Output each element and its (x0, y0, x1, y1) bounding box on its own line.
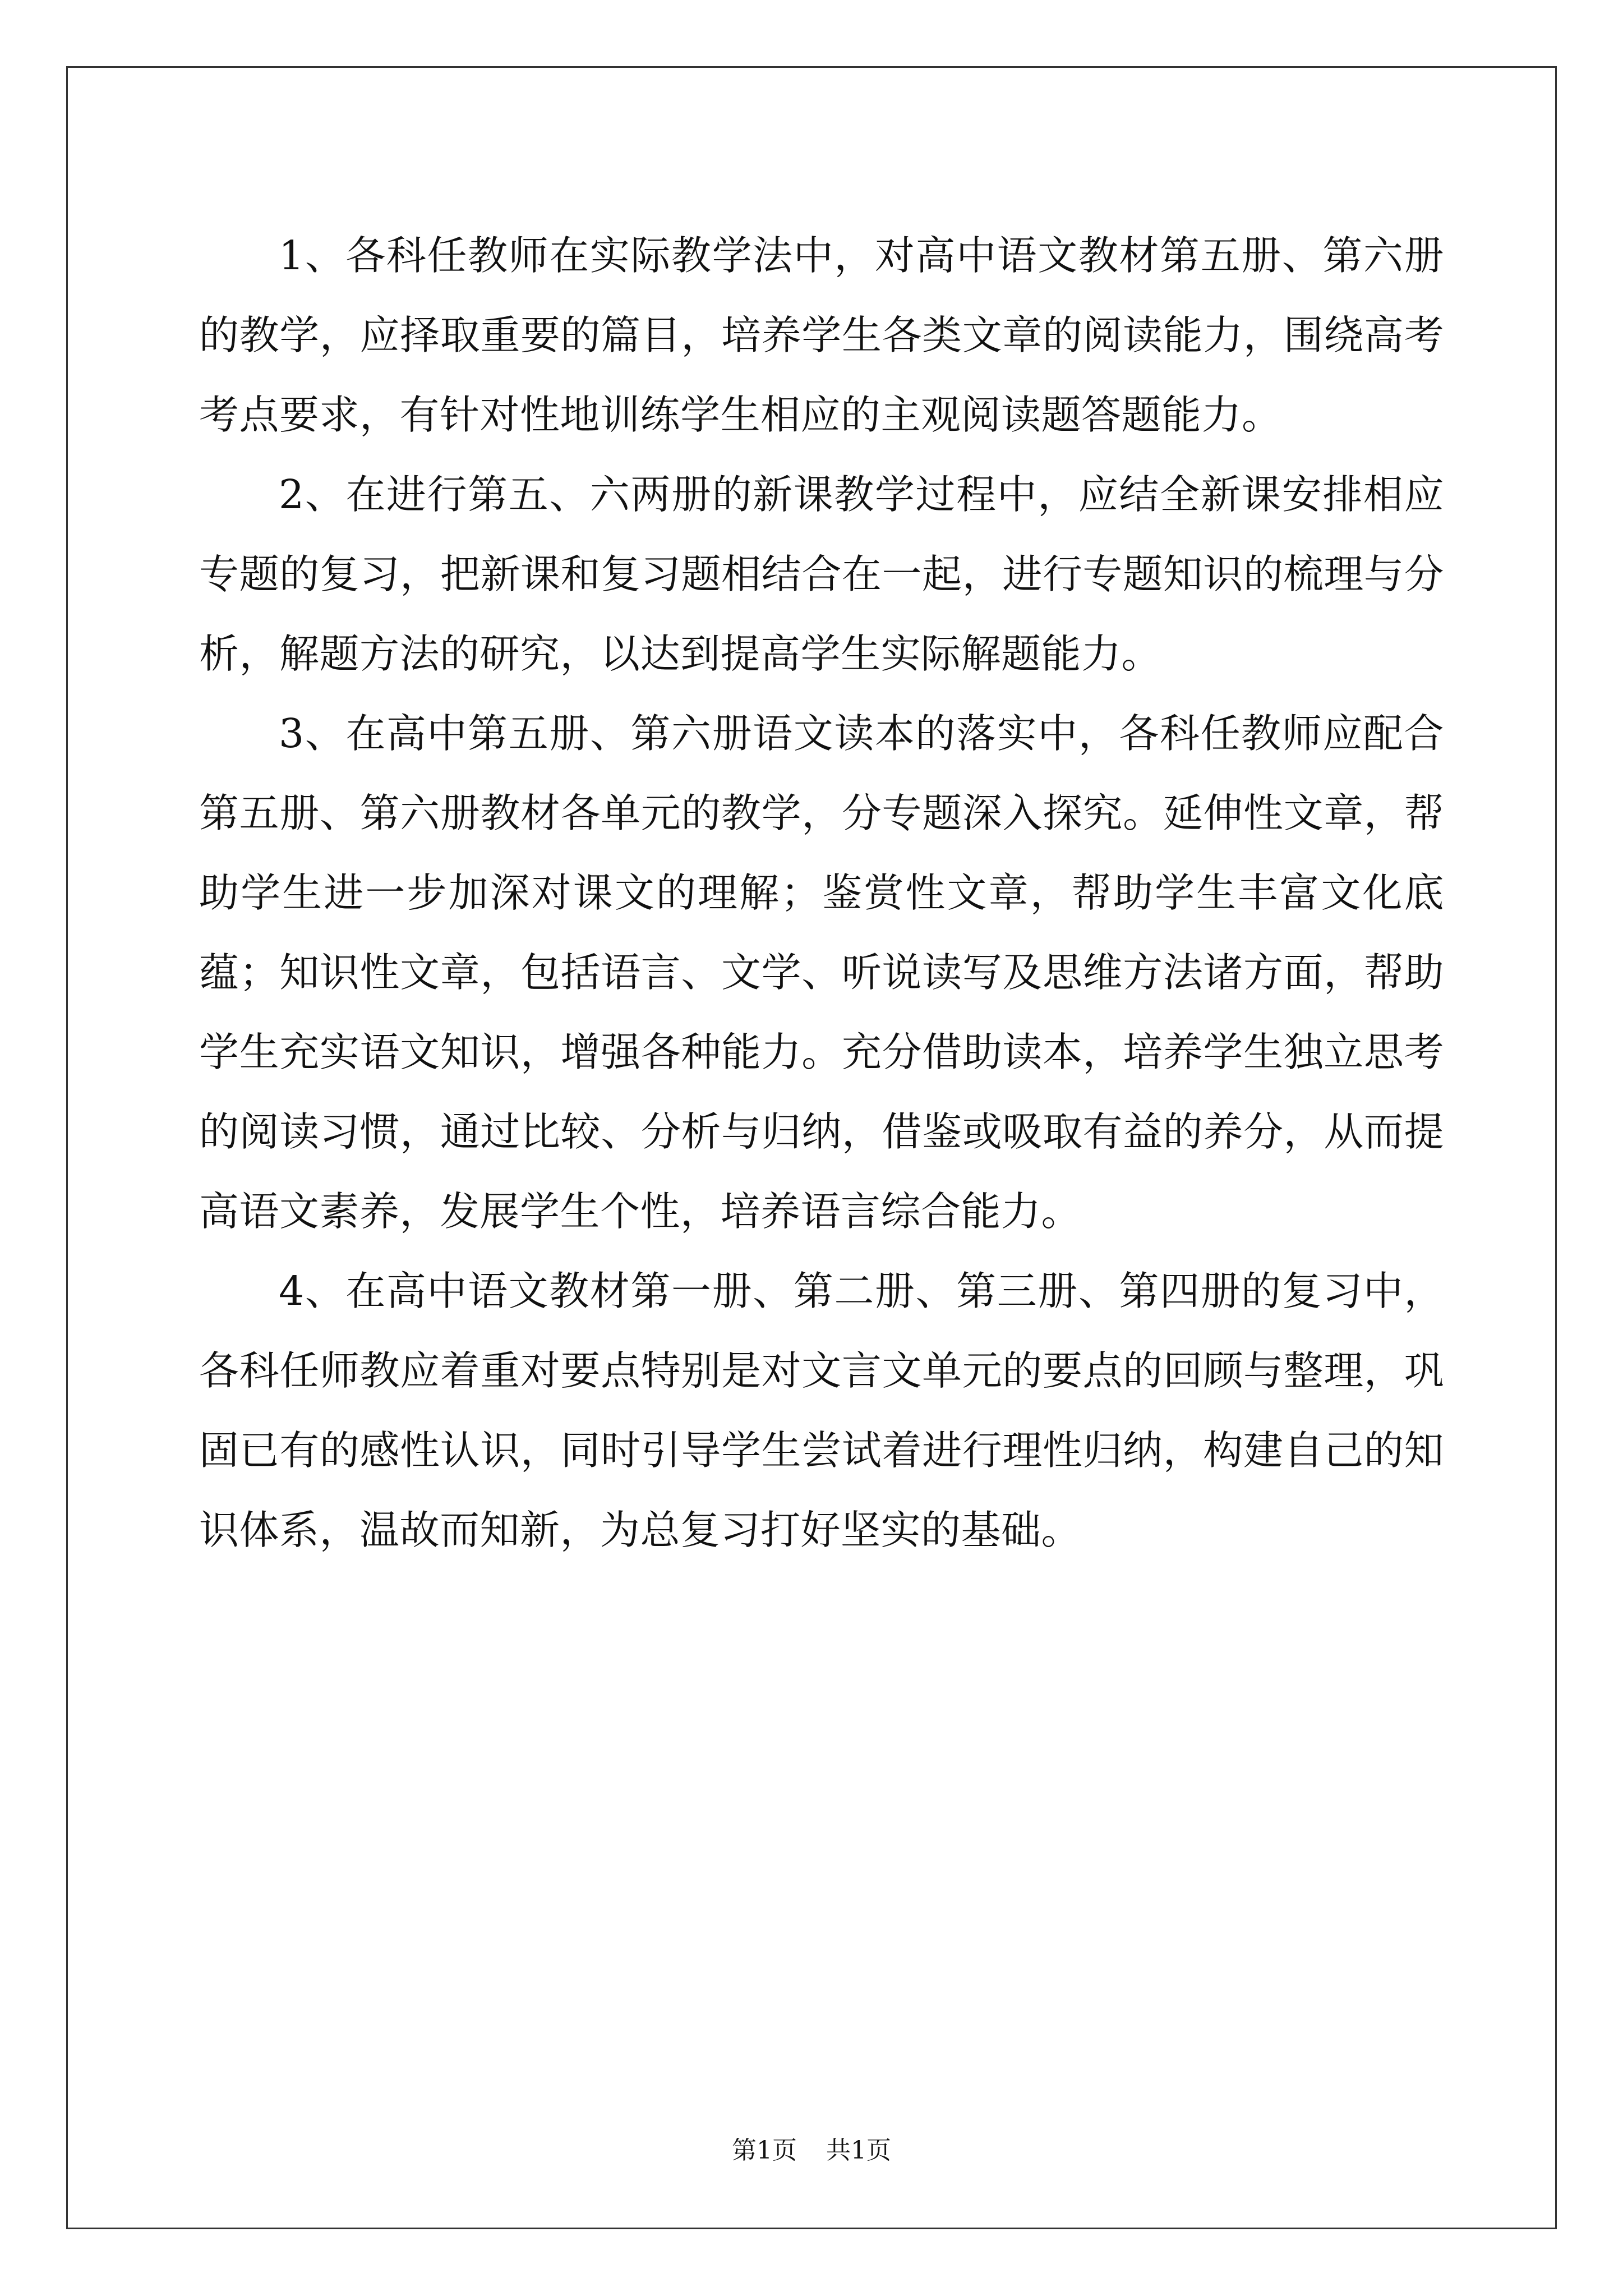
page-number-total: 共1页 (826, 2136, 891, 2165)
page-footer (0, 2138, 1623, 2163)
paragraph-1: 1、各科任教师在实际教学法中，对高中语文教材第五册、第六册的教学，应择取重要的篇目，培养学生各类文章的阅读能力，围绕高考考点要求，有针对性地训练学生相应的主观阅读题答题能力。 (199, 232, 1444, 438)
document-body (199, 216, 1444, 1570)
paragraph-3: 3、在高中第五册、第六册语文读本的落实中，各科任教师应配合第五册、第六册教材各单元的教学，分专题深入探究。延伸性文章，帮助学生进一步加深对课文的理解；鉴赏性文章，帮助学生丰富文化底蕴；知识性文章，包括语言、文学、听说读写及思维方法诸方面，帮助学生充实语文知识，增强各种能力。充分借助读本，培养学生独立思考的阅读习惯，通过比较、分析与归纳，借鉴或吸取有益的养分，从而提高语文素养，发展学生个性，培养语言综合能力。 (199, 710, 1444, 1235)
paragraph-2: 2、在进行第五、六两册的新课教学过程中，应结全新课安排相应专题的复习，把新课和复习题相结合在一起，进行专题知识的梳理与分析，解题方法的研究，以达到提高学生实际解题能力。 (199, 471, 1444, 677)
page-number-current: 第1页 (732, 2136, 797, 2165)
paragraph-4: 4、在高中语文教材第一册、第二册、第三册、第四册的复习中，各科任师教应着重对要点特别是对文言文单元的要点的回顾与整理，巩固已有的感性认识，同时引导学生尝试着进行理性归纳，构建自己的知识体系，温故而知新，为总复习打好坚实的基础。 (199, 1268, 1444, 1553)
